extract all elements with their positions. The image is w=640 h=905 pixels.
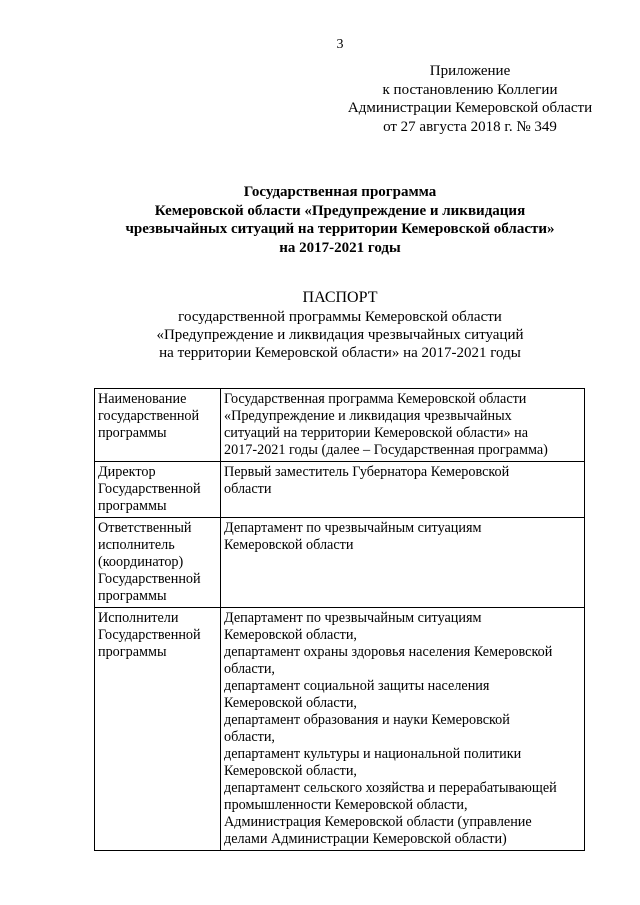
appendix-line: от 27 августа 2018 г. № 349 — [383, 118, 557, 135]
program-title-line: чрезвычайных ситуаций на территории Кемеровской области» — [125, 221, 555, 237]
label-line: исполнитель — [98, 537, 175, 553]
value-line: департамент социальной защиты населения — [224, 678, 490, 694]
value-line: Кемеровской области — [224, 537, 354, 553]
passport-table — [94, 388, 585, 851]
value-line: 2017-2021 годы (далее – Государственная программа) — [224, 442, 548, 458]
program-title-line: на 2017-2021 годы — [279, 239, 401, 256]
row-label-cell — [95, 462, 221, 518]
value-line: Кемеровской области, — [224, 695, 357, 711]
table-row — [95, 462, 585, 518]
value-line: ситуаций на территории Кемеровской области» на — [224, 425, 529, 441]
row-label-cell — [95, 518, 221, 608]
value-line: департамент образования и науки Кемеровской — [224, 712, 510, 728]
row-value-cell — [221, 608, 585, 851]
value-line: Департамент по чрезвычайным ситуациям — [224, 520, 482, 536]
passport-table-body — [95, 389, 585, 851]
label-line: Государственной — [98, 571, 201, 587]
label-line: Ответственный — [98, 520, 192, 536]
appendix-line: к постановлению Коллегии — [382, 81, 558, 98]
value-line: Кемеровской области, — [224, 763, 357, 779]
value-line: области — [224, 481, 272, 497]
label-line: Директор — [98, 464, 156, 480]
row-value-cell — [221, 518, 585, 608]
label-line: программы — [98, 425, 167, 441]
value-line: Государственная программа Кемеровской области — [224, 391, 527, 407]
row-value-cell — [221, 389, 585, 462]
appendix-block — [300, 62, 640, 136]
label-line: Государственной — [98, 481, 201, 497]
value-line: департамент охраны здоровья населения Кемеровской — [224, 644, 553, 660]
value-line: Кемеровской области, — [224, 627, 357, 643]
passport-subtitle-line: «Предупреждение и ликвидация чрезвычайных ситуаций — [156, 327, 524, 343]
value-line: Департамент по чрезвычайным ситуациям — [224, 610, 482, 626]
row-label-cell — [95, 389, 221, 462]
passport-subtitle-line: на территории Кемеровской области» на 2017-2021 годы — [159, 345, 521, 361]
value-line: департамент сельского хозяйства и перерабатывающей — [224, 780, 557, 796]
label-line: (координатор) — [98, 554, 184, 570]
value-line: «Предупреждение и ликвидация чрезвычайных — [224, 408, 512, 424]
value-line: промышленности Кемеровской области, — [224, 797, 468, 813]
table-row — [95, 389, 585, 462]
appendix-line: Администрации Кемеровской области — [347, 100, 593, 116]
program-title-line: Государственная программа — [243, 184, 437, 200]
label-line: государственной — [98, 408, 200, 424]
row-value-cell — [221, 462, 585, 518]
label-line: Исполнители — [98, 610, 179, 626]
table-row — [95, 518, 585, 608]
label-line: программы — [98, 588, 167, 604]
program-title — [0, 183, 640, 257]
value-line: департамент культуры и национальной политики — [224, 746, 522, 762]
value-line: делами Администрации Кемеровской области) — [224, 831, 507, 847]
value-line: Администрация Кемеровской области (управление — [224, 814, 532, 830]
program-title-line: Кемеровской области «Предупреждение и ликвидация — [154, 202, 526, 219]
row-label-cell — [95, 608, 221, 851]
label-line: Наименование — [98, 391, 187, 407]
passport-title: ПАСПОРТ — [302, 289, 378, 306]
label-line: программы — [98, 498, 167, 514]
value-line: Первый заместитель Губернатора Кемеровской — [224, 464, 510, 480]
page-number: 3 — [336, 37, 344, 52]
value-line: области, — [224, 729, 275, 745]
passport-subtitle-line: государственной программы Кемеровской области — [178, 309, 502, 325]
label-line: программы — [98, 644, 167, 660]
value-line: области, — [224, 661, 275, 677]
table-row — [95, 608, 585, 851]
label-line: Государственной — [98, 627, 201, 643]
passport-heading — [0, 288, 640, 362]
appendix-line: Приложение — [429, 63, 511, 79]
